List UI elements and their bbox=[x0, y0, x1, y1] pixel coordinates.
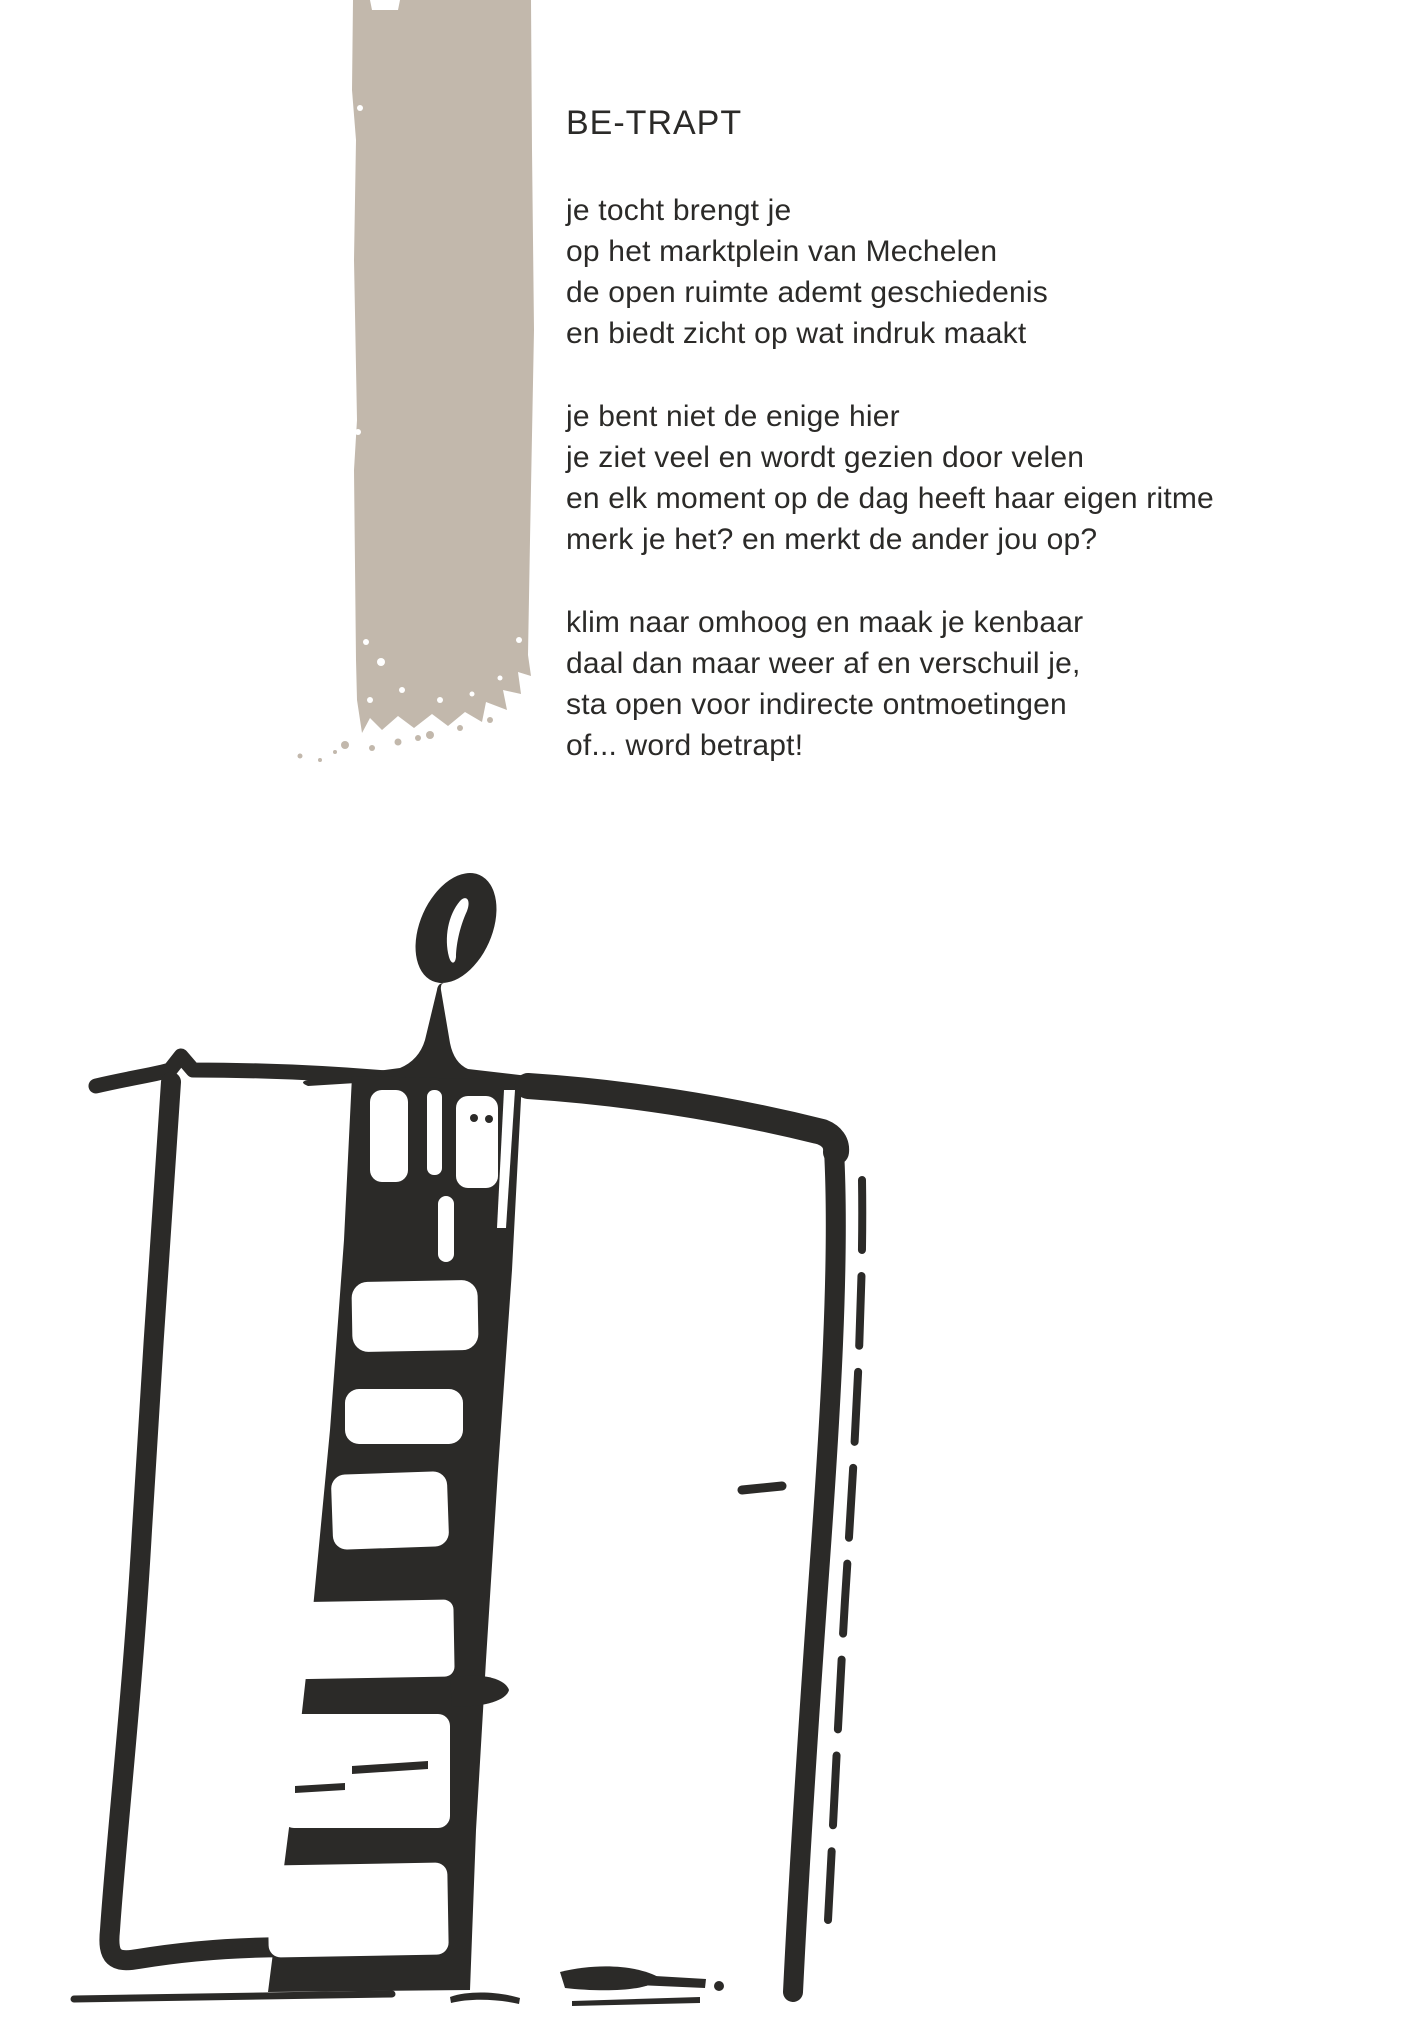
poem-line: je ziet veel en wordt gezien door velen bbox=[566, 441, 1085, 474]
ground-strokes bbox=[450, 1966, 724, 2006]
poem-line: merk je het? en merkt de ander jou op? bbox=[566, 523, 1098, 556]
poem-line: en biedt zicht op wat indruk maakt bbox=[566, 317, 1027, 350]
poem-line: daal dan maar weer af en verschuil je, bbox=[566, 647, 1081, 680]
poem-line: klim naar omhoog en maak je kenbaar bbox=[566, 606, 1084, 639]
poem-stanza-2 bbox=[566, 396, 1246, 560]
right-block bbox=[528, 1086, 862, 1992]
poem-stanza-1 bbox=[566, 190, 1246, 354]
poem bbox=[566, 104, 1246, 808]
poem-line: of... word betrapt! bbox=[566, 729, 804, 762]
poem-line: op het marktplein van Mechelen bbox=[566, 235, 998, 268]
brush-band bbox=[298, 0, 535, 762]
ring-shape bbox=[400, 860, 513, 995]
tower-drawing bbox=[74, 860, 862, 2006]
poem-line: je bent niet de enige hier bbox=[566, 400, 900, 433]
poem-line: sta open voor indirecte ontmoetingen bbox=[566, 688, 1067, 721]
poem-line: de open ruimte ademt geschiedenis bbox=[566, 276, 1048, 309]
poem-line: je tocht brengt je bbox=[566, 194, 792, 227]
poem-stanza-3 bbox=[566, 602, 1246, 766]
poem-line: en elk moment op de dag heeft haar eigen ritme bbox=[566, 482, 1214, 515]
poem-title: BE-TRAPT bbox=[566, 104, 743, 142]
